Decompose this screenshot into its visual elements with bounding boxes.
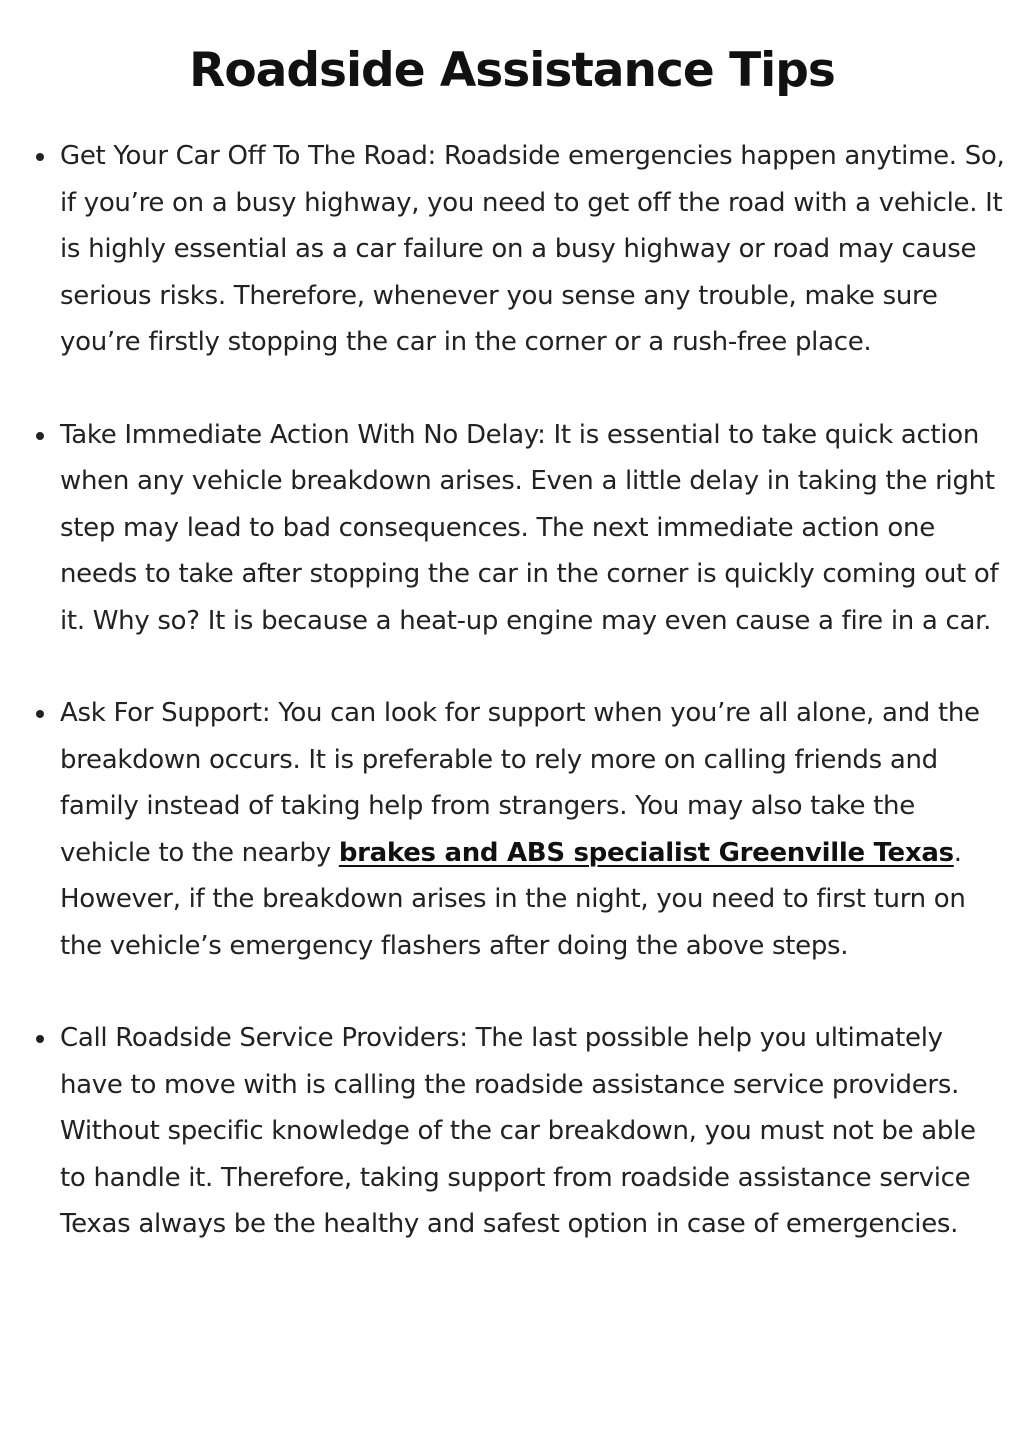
bullet-icon xyxy=(36,1035,44,1043)
page-title: Roadside Assistance Tips xyxy=(189,43,835,98)
tip-text: Take Immediate Action With No Delay: It is essential to take quick action when any vehicle breakdown arises. Even a little delay in taking the right step may lead to bad consequences. The next immediate action one needs to take after stopping the car in the corner is quickly coming out of it. Why so? It is because a heat-up engine may even cause a fire in a car. xyxy=(60,419,999,636)
list-item xyxy=(0,412,1024,645)
tip-text: Get Your Car Off To The Road: Roadside emergencies happen anytime. So, if you’re on a busy highway, you need to get off the road with a vehicle. It is highly essential as a car failure on a busy highway or road may cause serious risks. Therefore, whenever you sense any trouble, make sure you’re firstly stopping the car in the corner or a rush-free place. xyxy=(60,141,1005,357)
specialist-link[interactable]: brakes and ABS specialist Greenville Texas xyxy=(338,837,954,868)
tips-list xyxy=(0,133,1024,1294)
list-item xyxy=(0,133,1024,366)
tip-text-before-link: Ask For Support: You can look for support when you’re all alone, and the breakdown occurs. It is preferable to rely more on calling friends and family instead of taking help from strangers. You may also take the vehicle to the nearby xyxy=(60,698,980,868)
bullet-icon xyxy=(36,710,44,718)
list-item xyxy=(0,690,1024,969)
bullet-icon xyxy=(36,153,44,161)
tip-text-after-link: . However, if the breakdown arises in the night, you need to first turn on the vehicle’s emergency flashers after doing the above steps. xyxy=(60,837,966,961)
bullet-icon xyxy=(36,432,44,440)
list-item xyxy=(0,1015,1024,1248)
tip-text: Call Roadside Service Providers: The last possible help you ultimately have to move with is calling the roadside assistance service providers. Without specific knowledge of the car breakdown, you must not be able to handle it. Therefore, taking support from roadside assistance service Texas always be the healthy and safest option in case of emergencies. xyxy=(60,1023,976,1239)
